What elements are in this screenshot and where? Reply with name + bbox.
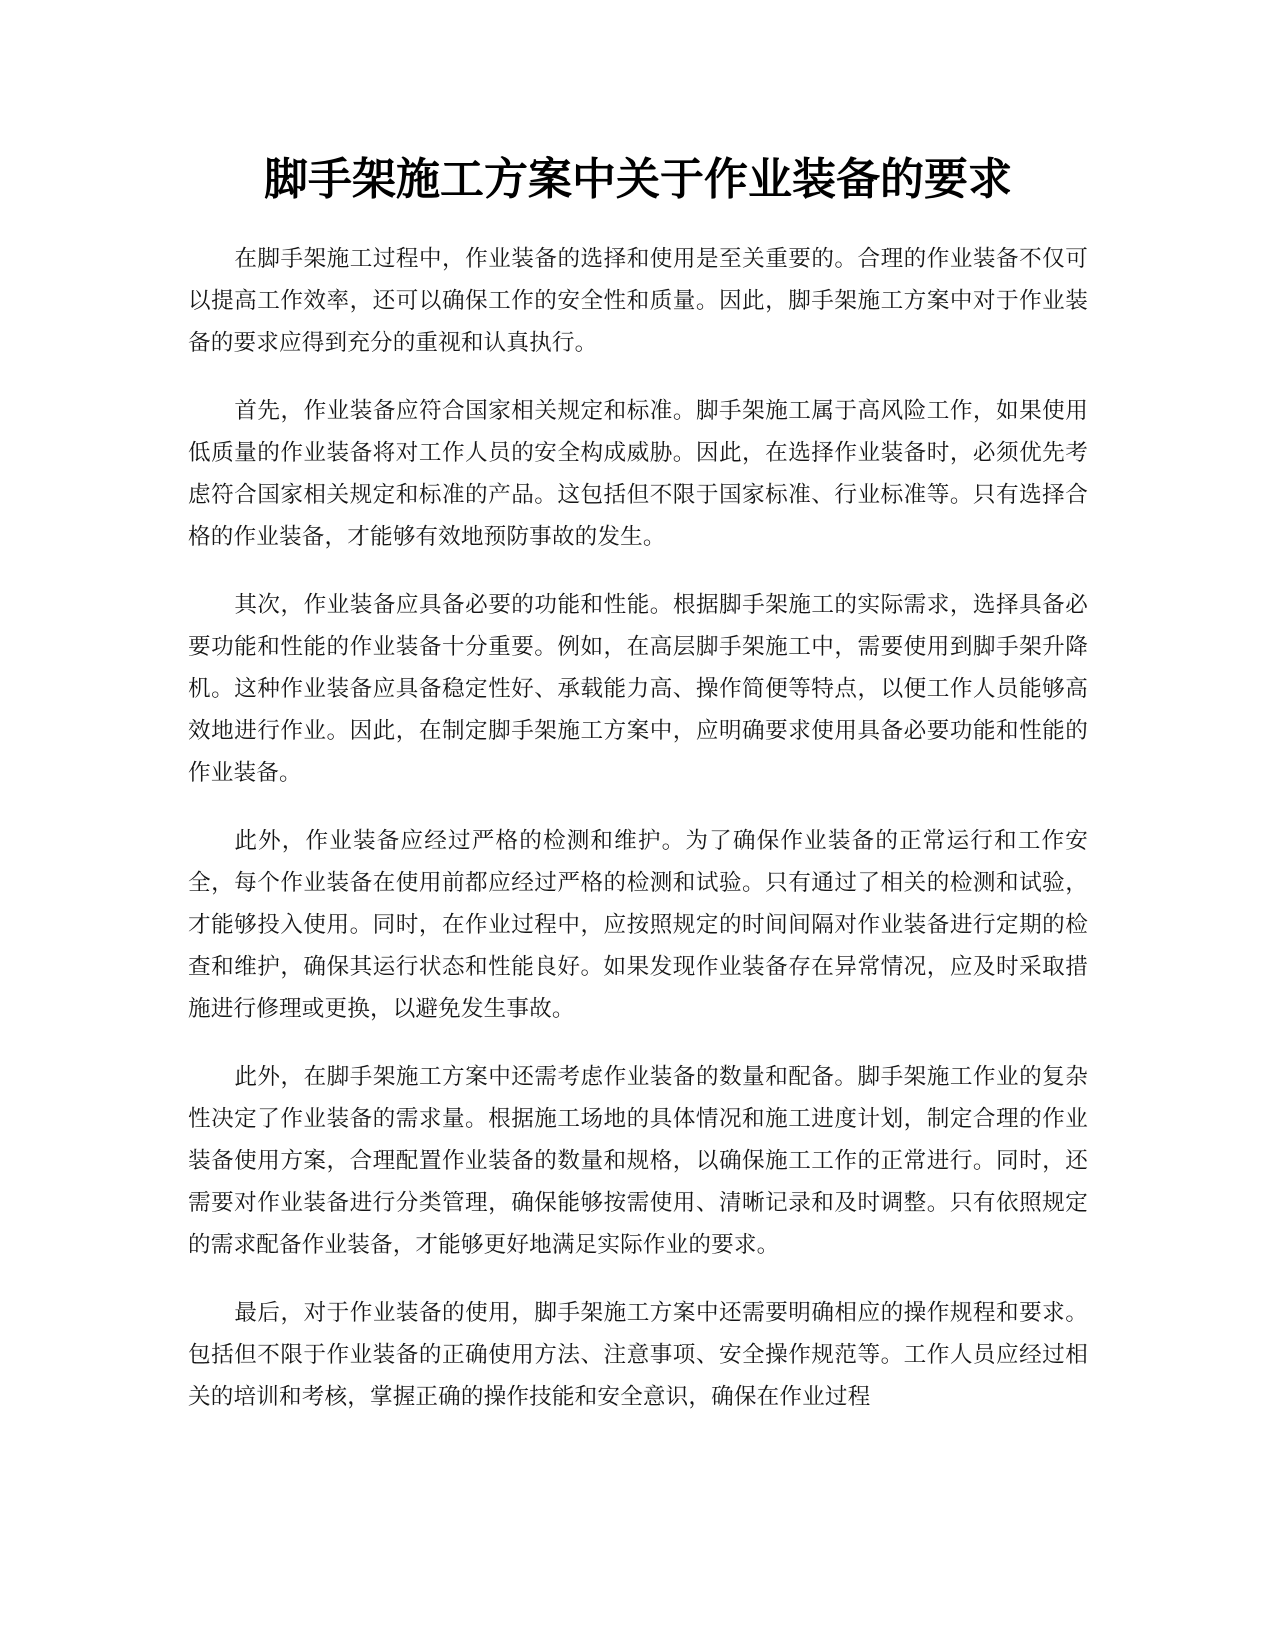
paragraph-intro: 在脚手架施工过程中，作业装备的选择和使用是至关重要的。合理的作业装备不仅可以提高工作效率，还可以确保工作的安全性和质量。因此，脚手架施工方案中对于作业装备的要求应得到充分的重视和认真执行。: [188, 246, 1088, 356]
paragraph-functions: 其次，作业装备应具备必要的功能和性能。根据脚手架施工的实际需求，选择具备必要功能和性能的作业装备十分重要。例如，在高层脚手架施工中，需要使用到脚手架升降机。这种作业装备应具备稳定性好、承载能力高、操作简便等特点，以便工作人员能够高效地进行作业。因此，在制定脚手架施工方案中，应明确要求使用具备必要功能和性能的作业装备。: [188, 592, 1088, 786]
paragraph-standards: 首先，作业装备应符合国家相关规定和标准。脚手架施工属于高风险工作，如果使用低质量的作业装备将对工作人员的安全构成威胁。因此，在选择作业装备时，必须优先考虑符合国家相关规定和标准的产品。这包括但不限于国家标准、行业标准等。只有选择合格的作业装备，才能够有效地预防事故的发生。: [188, 398, 1088, 550]
paragraph-operation: 最后，对于作业装备的使用，脚手架施工方案中还需要明确相应的操作规程和要求。包括但不限于作业装备的正确使用方法、注意事项、安全操作规范等。工作人员应经过相关的培训和考核，掌握正确的操作技能和安全意识，确保在作业过程: [188, 1300, 1088, 1410]
document-page: [188, 0, 1088, 1650]
paragraph-inspection: 此外，作业装备应经过严格的检测和维护。为了确保作业装备的正常运行和工作安全，每个作业装备在使用前都应经过严格的检测和试验。只有通过了相关的检测和试验，才能够投入使用。同时，在作业过程中，应按照规定的时间间隔对作业装备进行定期的检查和维护，确保其运行状态和性能良好。如果发现作业装备存在异常情况，应及时采取措施进行修理或更换，以避免发生事故。: [188, 828, 1088, 1022]
document-body: [188, 238, 1088, 1444]
document-title: 脚手架施工方案中关于作业装备的要求: [264, 154, 1012, 205]
paragraph-quantity: 此外，在脚手架施工方案中还需考虑作业装备的数量和配备。脚手架施工作业的复杂性决定了作业装备的需求量。根据施工场地的具体情况和施工进度计划，制定合理的作业装备使用方案，合理配置作业装备的数量和规格，以确保施工工作的正常进行。同时，还需要对作业装备进行分类管理，确保能够按需使用、清晰记录和及时调整。只有依照规定的需求配备作业装备，才能够更好地满足实际作业的要求。: [188, 1064, 1088, 1258]
